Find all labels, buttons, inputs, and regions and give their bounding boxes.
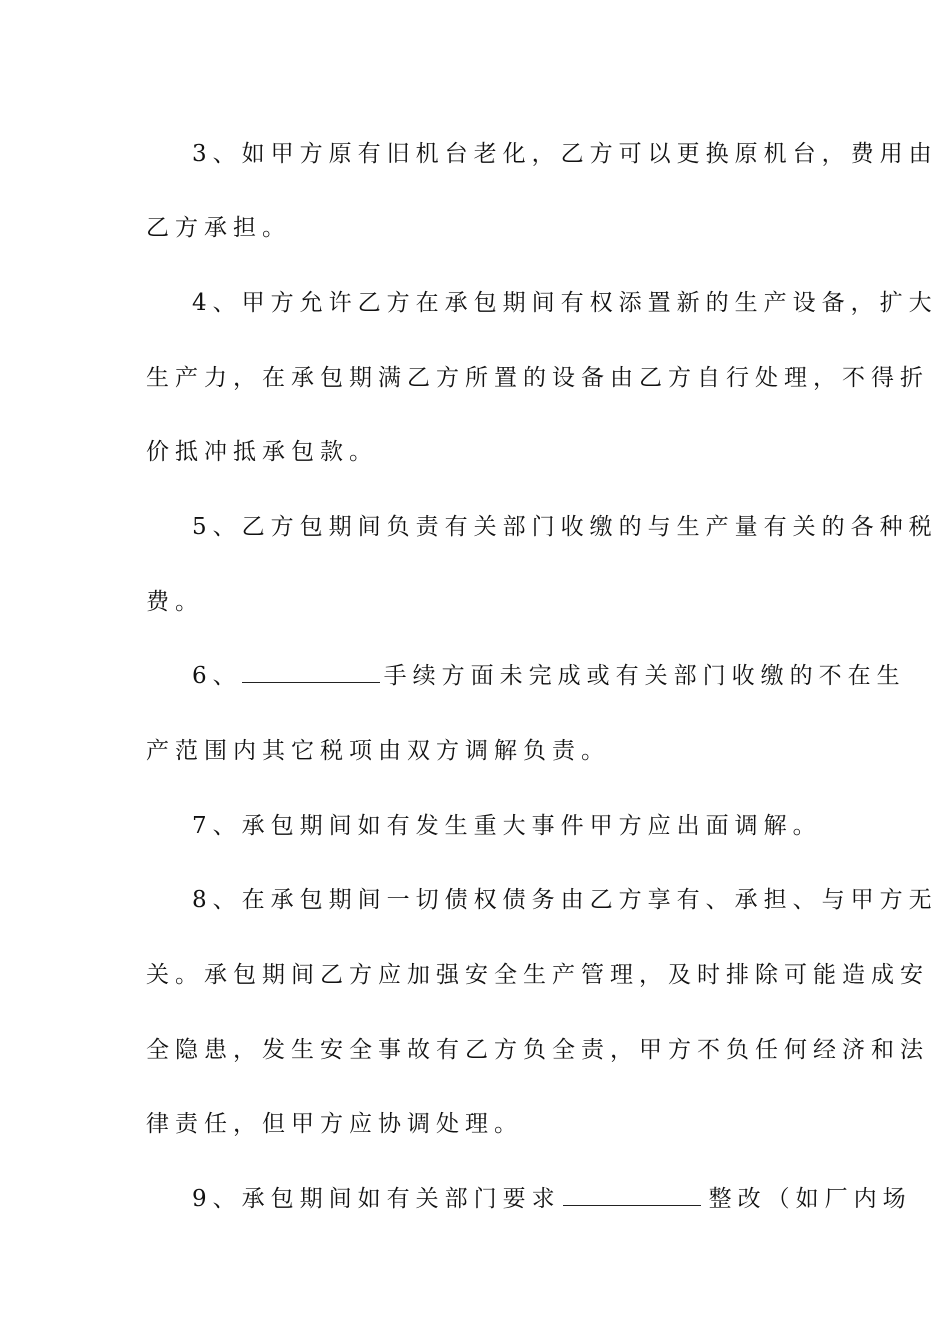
clause-3-line-1: 3、如甲方原有旧机台老化，乙方可以更换原机台，费用由 <box>192 141 938 167</box>
clause-6-text: 手续方面未完成或有关部门收缴的不在生 <box>383 663 906 689</box>
clause-8-line-2: 关。承包期间乙方应加强安全生产管理，及时排除可能造成安 <box>146 962 929 988</box>
clause-6-line-1 <box>0 656 950 696</box>
clause-6-line-2: 产范围内其它税项由双方调解负责。 <box>146 738 610 764</box>
clause-7-line-1: 7、承包期间如有发生重大事件甲方应出面调解。 <box>192 813 822 839</box>
clause-8-line-4: 律责任，但甲方应协调处理。 <box>146 1111 523 1137</box>
clause-3-line-2: 乙方承担。 <box>146 215 291 241</box>
fill-in-blank-line <box>242 660 380 683</box>
clause-6-number: 6、 <box>192 663 242 689</box>
clause-4-line-1: 4、甲方允许乙方在承包期间有权添置新的生产设备，扩大 <box>192 290 938 316</box>
clause-4-line-2: 生产力，在承包期满乙方所置的设备由乙方自行处理，不得折 <box>146 365 929 391</box>
clause-9-text-end: 整改（如厂内场 <box>708 1186 912 1212</box>
fill-in-blank-line <box>563 1183 701 1206</box>
clause-4-line-3: 价抵冲抵承包款。 <box>146 439 378 465</box>
clause-5-line-2: 费。 <box>146 589 204 615</box>
clause-9-text-start: 9、承包期间如有关部门要求 <box>192 1186 561 1212</box>
clause-5-line-1: 5、乙方包期间负责有关部门收缴的与生产量有关的各种税 <box>192 514 938 540</box>
clause-8-line-3: 全隐患，发生安全事故有乙方负全责，甲方不负任何经济和法 <box>146 1037 929 1063</box>
clause-8-line-1: 8、在承包期间一切债权债务由乙方享有、承担、与甲方无 <box>192 887 938 913</box>
clause-9-line-1 <box>0 1179 950 1219</box>
